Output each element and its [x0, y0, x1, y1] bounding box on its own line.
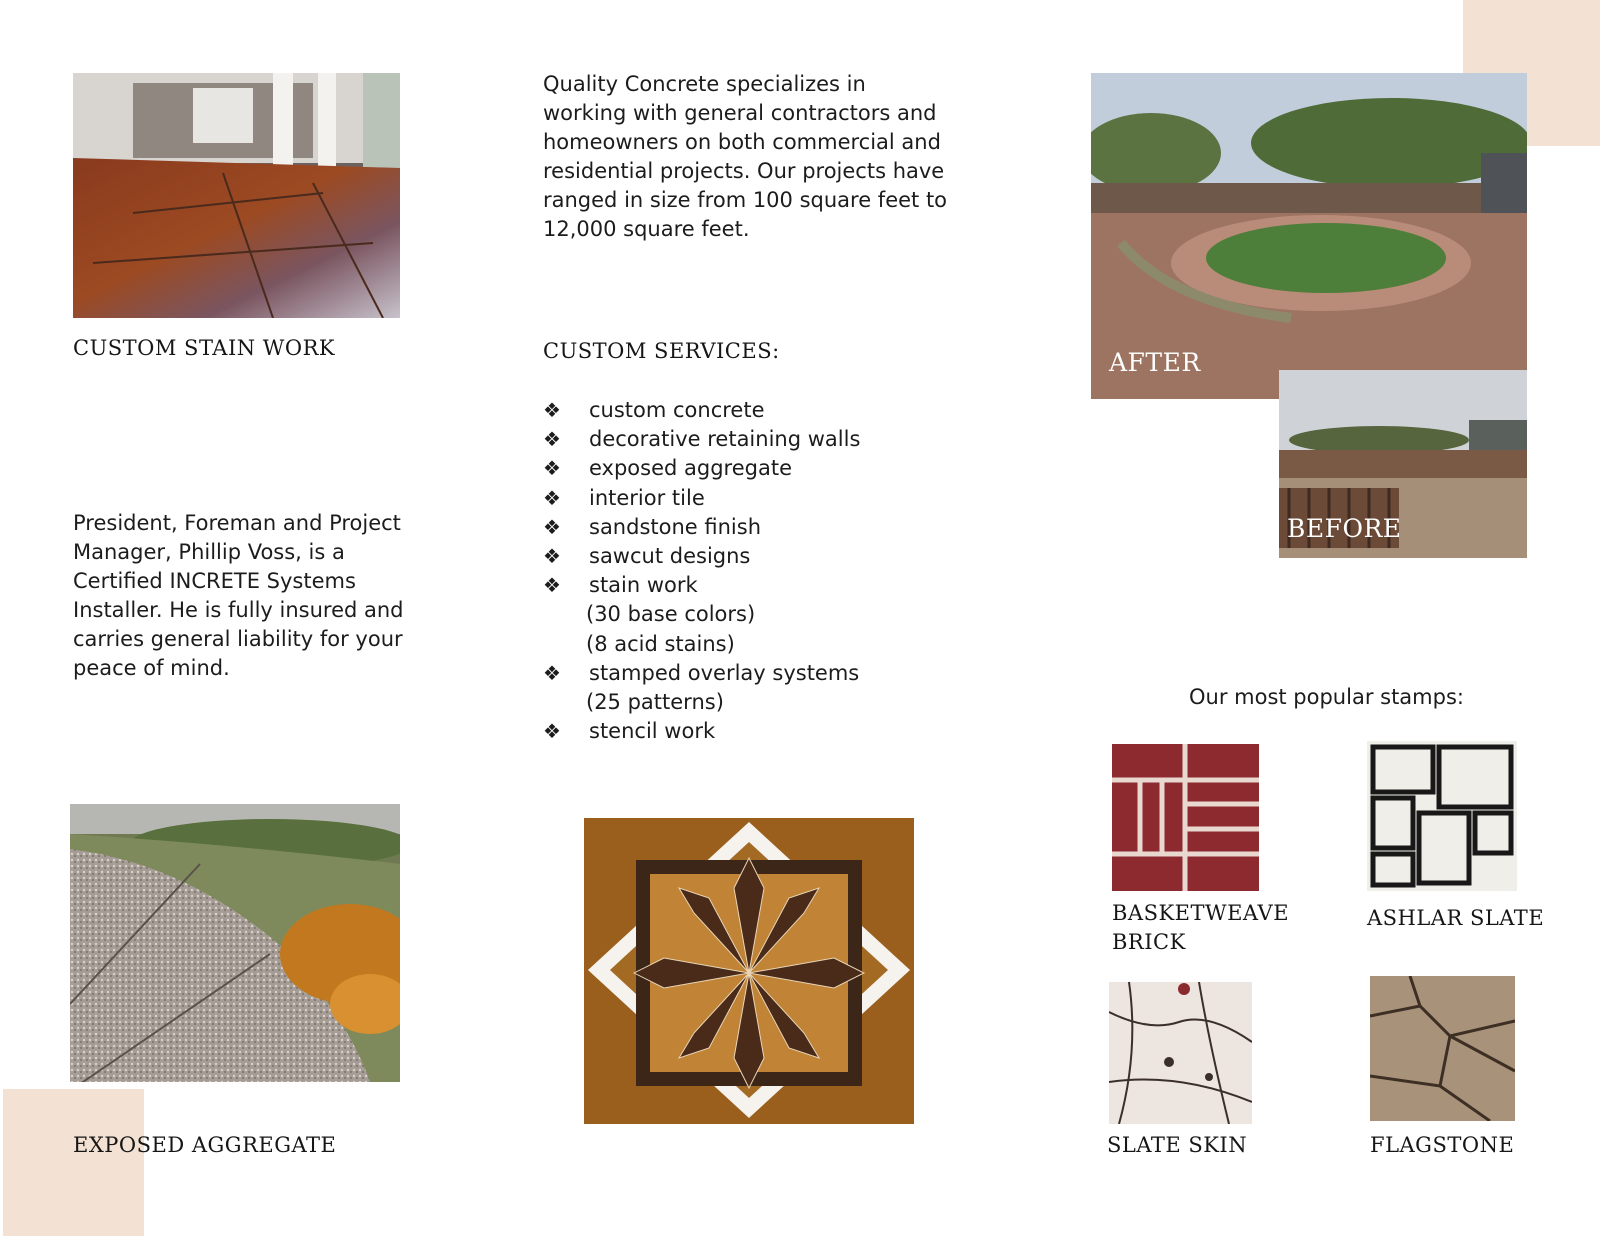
corner-accent-bottom-left: [3, 1089, 144, 1236]
service-label: sandstone finish: [589, 514, 761, 539]
stained-floor-medallion-photo: [584, 818, 914, 1124]
diamond-bullet-icon: ❖: [543, 573, 561, 598]
service-label: sawcut designs: [589, 544, 751, 569]
diamond-bullet-icon: ❖: [543, 514, 561, 539]
exposed-aggregate-photo: [70, 804, 400, 1082]
diamond-bullet-icon: ❖: [543, 544, 561, 569]
service-item: [542, 454, 962, 483]
exposed-aggregate-caption: EXPOSED AGGREGATE: [73, 1133, 337, 1157]
bio-text: President, Foreman and Project Manager, Phillip Voss, is a Certified INCRETE Systems Installer. He is fully insured and carries general liability for your peace of mind.: [73, 511, 404, 680]
diamond-bullet-icon: ❖: [543, 719, 561, 744]
ashlar-slate-swatch: [1367, 741, 1517, 891]
before-label: BEFORE: [1287, 514, 1402, 543]
service-label: stamped overlay systems: [589, 660, 860, 685]
service-subnote: (25 patterns): [586, 690, 724, 715]
services-list: [542, 396, 962, 746]
basketweave-brick-caption: BASKETWEAVE BRICK: [1112, 901, 1290, 954]
diamond-bullet-icon: ❖: [543, 660, 561, 685]
service-item: [542, 513, 962, 542]
stamps-heading: Our most popular stamps:: [1189, 685, 1464, 709]
service-label: custom concrete: [589, 398, 765, 422]
basketweave-brick-swatch: [1112, 744, 1259, 891]
service-item: [542, 396, 962, 425]
service-subnote: (30 base colors): [586, 602, 756, 627]
diamond-bullet-icon: ❖: [543, 456, 561, 481]
intro-text: Quality Concrete specializes in working with general contractors and homeowners on both commercial and residential projects. Our projects have ranged in size from 100 square feet to 12,000 square feet.: [543, 72, 948, 241]
after-label: AFTER: [1109, 348, 1201, 377]
service-label: exposed aggregate: [589, 456, 792, 481]
service-label: stencil work: [589, 719, 716, 744]
flagstone-caption: FLAGSTONE: [1370, 1133, 1515, 1157]
service-label: interior tile: [589, 485, 705, 510]
ashlar-slate-caption: ASHLAR SLATE: [1367, 906, 1545, 930]
slate-skin-caption: SLATE SKIN: [1107, 1133, 1248, 1157]
slate-skin-swatch: [1109, 982, 1252, 1124]
diamond-bullet-icon: ❖: [543, 398, 561, 422]
diamond-bullet-icon: ❖: [543, 427, 561, 452]
service-subnote: (8 acid stains): [586, 631, 735, 656]
flagstone-swatch: [1370, 976, 1515, 1121]
stain-work-photo: [73, 73, 400, 318]
service-label: decorative retaining walls: [589, 427, 861, 452]
services-heading: CUSTOM SERVICES:: [543, 339, 780, 363]
stain-work-caption: CUSTOM STAIN WORK: [73, 336, 336, 360]
service-item: [542, 659, 962, 717]
diamond-bullet-icon: ❖: [543, 485, 561, 510]
service-item: [542, 571, 962, 659]
service-label: stain work: [589, 573, 698, 598]
service-item: [542, 484, 962, 513]
service-item: [542, 717, 962, 746]
service-item: [542, 542, 962, 571]
service-item: [542, 425, 962, 454]
